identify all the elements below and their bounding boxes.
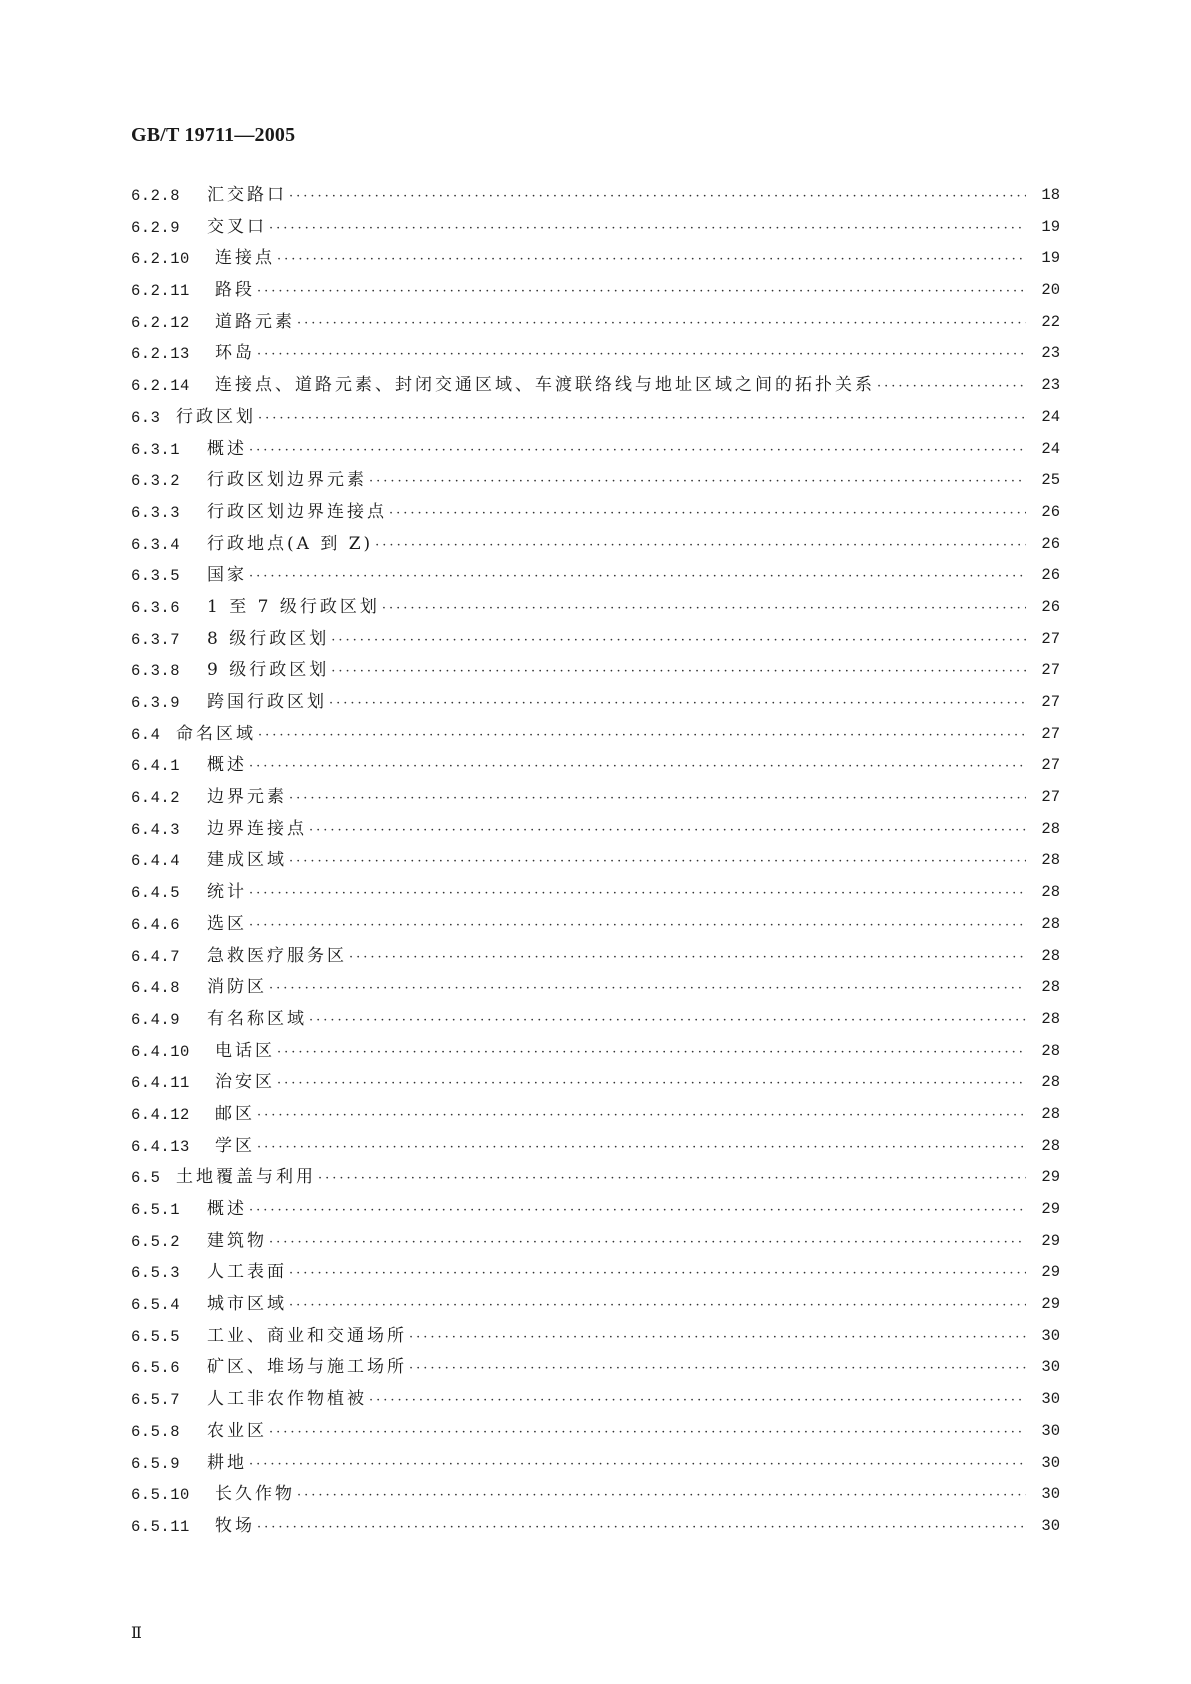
toc-entry [131, 655, 1060, 687]
toc-dot-leader [249, 1449, 1026, 1481]
toc-entry-title: 人工非农作物植被 [207, 1389, 367, 1410]
toc-entry-title: 命名区域 [176, 723, 256, 744]
toc-dot-leader [277, 1037, 1026, 1069]
toc-entry-number: 6.5.1 [131, 1201, 181, 1219]
toc-entry-page: 26 [1041, 534, 1060, 553]
toc-entry-page: 27 [1041, 661, 1060, 680]
toc-dot-leader [349, 942, 1026, 974]
toc-entry-number: 6.2.12 [131, 313, 190, 332]
toc-entry-page: 29 [1041, 1168, 1060, 1187]
toc-dot-leader [257, 276, 1026, 308]
toc-dot-leader [277, 244, 1026, 276]
toc-entry-page: 22 [1041, 312, 1060, 331]
toc-entry-number: 6.4.9 [131, 1010, 181, 1029]
toc-dot-leader [877, 371, 1026, 403]
toc-entry [131, 338, 1060, 370]
toc-dot-leader [249, 910, 1026, 942]
toc-entry-number: 6.4.8 [131, 979, 181, 998]
toc-entry-title: 9 级行政区划 [207, 660, 330, 681]
toc-entry [131, 243, 1060, 275]
toc-entry-number: 6.4.12 [131, 1105, 190, 1124]
toc-entry [131, 1194, 1060, 1226]
toc-entry-page: 24 [1041, 407, 1060, 426]
toc-entry [131, 814, 1060, 846]
page-number: Ⅱ [131, 1625, 142, 1642]
toc-entry [131, 782, 1060, 814]
toc-entry-title: 跨国行政区划 [207, 692, 327, 712]
toc-entry-page: 28 [1041, 1041, 1060, 1060]
toc-entry-page: 29 [1041, 1200, 1060, 1218]
toc-entry-page: 29 [1041, 1231, 1060, 1250]
toc-entry-page: 26 [1041, 502, 1060, 521]
toc-entry-page: 19 [1041, 249, 1060, 268]
toc-entry-page: 26 [1041, 566, 1060, 585]
toc-dot-leader [258, 720, 1026, 752]
toc-entry-number: 6.4.4 [131, 852, 181, 871]
toc-entry-title: 统计 [207, 882, 247, 903]
toc-dot-leader [289, 846, 1026, 878]
toc-entry [131, 275, 1060, 307]
table-of-contents [131, 180, 1060, 1543]
toc-entry [131, 1162, 1060, 1194]
toc-entry-title: 城市区域 [207, 1294, 287, 1315]
toc-entry [131, 592, 1060, 624]
toc-entry-title: 治安区 [215, 1072, 275, 1093]
toc-entry-page: 30 [1041, 1390, 1060, 1409]
toc-entry-page: 27 [1041, 629, 1060, 648]
toc-entry-number: 6.3.4 [131, 535, 181, 554]
toc-dot-leader [269, 1227, 1026, 1259]
toc-entry-number: 6.3.9 [131, 694, 181, 712]
toc-entry-page: 23 [1041, 344, 1060, 363]
toc-entry-number: 6.4.3 [131, 820, 181, 839]
toc-entry-page: 26 [1041, 597, 1060, 616]
toc-entry-title: 交叉口 [207, 216, 267, 237]
toc-entry-number: 6.2.11 [131, 282, 190, 301]
toc-entry [131, 750, 1060, 782]
toc-entry-title: 矿区、堆场与施工场所 [207, 1357, 407, 1378]
toc-dot-leader [289, 181, 1026, 213]
toc-entry-number: 6.4.7 [131, 947, 181, 966]
standard-code-header: GB/T 19711—2005 [131, 124, 296, 146]
toc-entry-number: 6.3.1 [131, 440, 181, 459]
toc-entry-number: 6.3.3 [131, 503, 181, 522]
toc-entry-number: 6.2.9 [131, 218, 181, 237]
toc-entry-title: 人工表面 [207, 1262, 287, 1283]
toc-entry-number: 6.5.5 [131, 1327, 181, 1346]
toc-dot-leader [269, 973, 1026, 1005]
toc-entry-title: 耕地 [207, 1452, 247, 1473]
toc-entry [131, 909, 1060, 941]
toc-entry-title: 电话区 [215, 1040, 275, 1061]
toc-entry-title: 行政地点(A 到 Z) [207, 533, 374, 554]
toc-dot-leader [309, 815, 1026, 847]
toc-entry-title: 概述 [207, 755, 247, 776]
toc-entry-title: 急救医疗服务区 [207, 945, 347, 966]
toc-entry-number: 6.3 [131, 408, 161, 427]
toc-entry [131, 529, 1060, 561]
toc-entry [131, 560, 1060, 592]
toc-dot-leader [249, 561, 1026, 593]
toc-entry-number: 6.2.8 [131, 187, 181, 205]
toc-entry-number: 6.4.5 [131, 884, 181, 903]
toc-entry [131, 972, 1060, 1004]
toc-dot-leader [382, 593, 1026, 625]
toc-entry-page: 30 [1041, 1358, 1060, 1377]
toc-entry-page: 28 [1041, 1136, 1060, 1155]
toc-dot-leader [249, 751, 1026, 783]
toc-entry-page: 30 [1041, 1485, 1060, 1504]
toc-entry [131, 180, 1060, 212]
toc-entry-title: 有名称区域 [207, 1008, 307, 1029]
toc-dot-leader [369, 1385, 1026, 1417]
toc-dot-leader [257, 1512, 1026, 1544]
toc-entry-page: 28 [1041, 1104, 1060, 1123]
toc-entry-number: 6.3.6 [131, 598, 181, 617]
toc-entry-number: 6.5.2 [131, 1232, 181, 1251]
toc-entry-number: 6.4.6 [131, 915, 181, 934]
toc-entry [131, 877, 1060, 909]
toc-entry-page: 28 [1041, 1009, 1060, 1028]
toc-entry [131, 307, 1060, 339]
toc-dot-leader [329, 688, 1026, 720]
toc-entry-number: 6.5.7 [131, 1391, 181, 1410]
toc-entry-number: 6.2.10 [131, 250, 190, 269]
toc-entry [131, 1321, 1060, 1353]
toc-entry-number: 6.5.6 [131, 1359, 181, 1378]
toc-entry [131, 497, 1060, 529]
toc-entry-title: 行政区划边界元素 [207, 470, 367, 491]
toc-entry [131, 212, 1060, 244]
toc-entry-title: 农业区 [207, 1420, 267, 1441]
toc-entry [131, 1479, 1060, 1511]
toc-entry [131, 1511, 1060, 1543]
toc-entry-page: 28 [1041, 851, 1060, 870]
toc-dot-leader [277, 1068, 1026, 1100]
toc-entry-title: 土地覆盖与利用 [176, 1167, 316, 1188]
toc-entry-title: 8 级行政区划 [207, 628, 330, 649]
toc-entry-number: 6.5.4 [131, 1296, 181, 1315]
toc-dot-leader [289, 1258, 1026, 1290]
toc-entry-page: 27 [1041, 724, 1060, 743]
toc-entry-page: 28 [1041, 883, 1060, 902]
toc-entry-title: 环岛 [215, 343, 255, 364]
toc-entry-number: 6.5.3 [131, 1264, 181, 1283]
toc-entry-title: 连接点、道路元素、封闭交通区域、车渡联络线与地址区域之间的拓扑关系 [215, 375, 875, 396]
toc-entry [131, 1257, 1060, 1289]
toc-dot-leader [331, 625, 1026, 657]
toc-entry-page: 30 [1041, 1516, 1060, 1535]
toc-entry [131, 941, 1060, 973]
toc-entry-number: 6.4.11 [131, 1074, 190, 1093]
toc-entry-number: 6.4.1 [131, 757, 181, 776]
toc-dot-leader [297, 1480, 1026, 1512]
toc-dot-leader [257, 1132, 1026, 1164]
toc-dot-leader [389, 498, 1026, 530]
toc-dot-leader [369, 466, 1026, 498]
toc-entry [131, 1067, 1060, 1099]
toc-entry-number: 6.3.5 [131, 567, 181, 586]
toc-entry-title: 建成区域 [207, 850, 287, 871]
toc-entry-title: 边界连接点 [207, 818, 307, 839]
toc-entry-number: 6.5.8 [131, 1422, 181, 1441]
toc-entry-title: 1 至 7 级行政区划 [207, 596, 380, 617]
toc-entry-page: 19 [1041, 217, 1060, 236]
toc-entry-page: 28 [1041, 1073, 1060, 1092]
toc-entry-page: 24 [1041, 439, 1060, 458]
toc-entry [131, 1416, 1060, 1448]
toc-entry-page: 28 [1041, 946, 1060, 965]
toc-dot-leader [309, 1005, 1026, 1037]
toc-dot-leader [257, 1100, 1026, 1132]
toc-entry-title: 建筑物 [207, 1230, 267, 1251]
toc-entry [131, 1352, 1060, 1384]
toc-entry-number: 6.2.13 [131, 345, 190, 364]
toc-entry-title: 概述 [207, 438, 247, 459]
toc-dot-leader [269, 213, 1026, 245]
toc-dot-leader [331, 656, 1026, 688]
toc-entry [131, 402, 1060, 434]
toc-entry [131, 624, 1060, 656]
toc-entry-number: 6.2.14 [131, 377, 190, 396]
toc-dot-leader [297, 308, 1026, 340]
toc-entry-title: 连接点 [215, 248, 275, 269]
toc-entry [131, 1131, 1060, 1163]
toc-entry-page: 28 [1041, 914, 1060, 933]
toc-entry-page: 18 [1041, 186, 1060, 204]
toc-entry-title: 行政区划边界连接点 [207, 501, 387, 522]
toc-entry-title: 国家 [207, 565, 247, 586]
toc-entry-title: 消防区 [207, 977, 267, 998]
toc-entry-page: 28 [1041, 978, 1060, 997]
toc-dot-leader [269, 1417, 1026, 1449]
toc-dot-leader [249, 1195, 1026, 1227]
toc-entry-page: 29 [1041, 1263, 1060, 1282]
toc-entry-title: 边界元素 [207, 787, 287, 808]
toc-entry-number: 6.5.10 [131, 1486, 190, 1505]
toc-dot-leader [257, 339, 1026, 371]
toc-entry-title: 汇交路口 [207, 185, 287, 205]
toc-dot-leader [318, 1163, 1026, 1195]
toc-entry-number: 6.4.10 [131, 1042, 190, 1061]
toc-dot-leader [409, 1353, 1026, 1385]
toc-entry [131, 1004, 1060, 1036]
toc-entry-number: 6.3.7 [131, 630, 181, 649]
toc-entry-title: 长久作物 [215, 1484, 295, 1505]
toc-entry-title: 道路元素 [215, 311, 295, 332]
toc-entry-number: 6.4 [131, 725, 161, 744]
toc-entry-number: 6.3.8 [131, 662, 181, 681]
toc-entry-page: 23 [1041, 376, 1060, 395]
toc-entry-number: 6.3.2 [131, 472, 181, 491]
toc-entry-page: 27 [1041, 693, 1060, 711]
toc-entry [131, 687, 1060, 719]
toc-dot-leader [289, 783, 1026, 815]
toc-entry-page: 29 [1041, 1295, 1060, 1314]
toc-entry [131, 719, 1060, 751]
toc-entry [131, 465, 1060, 497]
toc-entry-title: 牧场 [215, 1515, 255, 1536]
toc-entry-page: 27 [1041, 788, 1060, 807]
toc-entry-title: 选区 [207, 913, 247, 934]
toc-entry-number: 6.5.11 [131, 1517, 190, 1536]
toc-entry-number: 6.5.9 [131, 1454, 181, 1473]
toc-entry [131, 1289, 1060, 1321]
toc-entry [131, 1036, 1060, 1068]
toc-dot-leader [249, 435, 1026, 467]
toc-entry-page: 30 [1041, 1326, 1060, 1345]
toc-entry-title: 行政区划 [176, 406, 256, 427]
toc-entry-number: 6.4.2 [131, 789, 181, 808]
toc-entry-title: 工业、商业和交通场所 [207, 1325, 407, 1346]
toc-entry-page: 28 [1041, 819, 1060, 838]
toc-entry-title: 概述 [207, 1199, 247, 1219]
toc-entry-page: 27 [1041, 756, 1060, 775]
toc-entry [131, 1226, 1060, 1258]
toc-dot-leader [249, 878, 1026, 910]
toc-dot-leader [289, 1290, 1026, 1322]
toc-entry-title: 路段 [215, 280, 255, 301]
toc-dot-leader [258, 403, 1026, 435]
toc-entry-page: 30 [1041, 1421, 1060, 1440]
toc-entry [131, 1448, 1060, 1480]
toc-entry-page: 20 [1041, 281, 1060, 300]
toc-entry [131, 1384, 1060, 1416]
toc-dot-leader [375, 530, 1026, 562]
toc-dot-leader [409, 1322, 1026, 1354]
toc-entry [131, 845, 1060, 877]
toc-entry-number: 6.5 [131, 1169, 161, 1188]
toc-entry-page: 30 [1041, 1453, 1060, 1472]
toc-entry-number: 6.4.13 [131, 1137, 190, 1156]
toc-entry-page: 25 [1041, 471, 1060, 490]
toc-entry [131, 370, 1060, 402]
toc-entry-title: 邮区 [215, 1103, 255, 1124]
toc-entry-title: 学区 [215, 1135, 255, 1156]
toc-entry [131, 1099, 1060, 1131]
toc-entry [131, 434, 1060, 466]
